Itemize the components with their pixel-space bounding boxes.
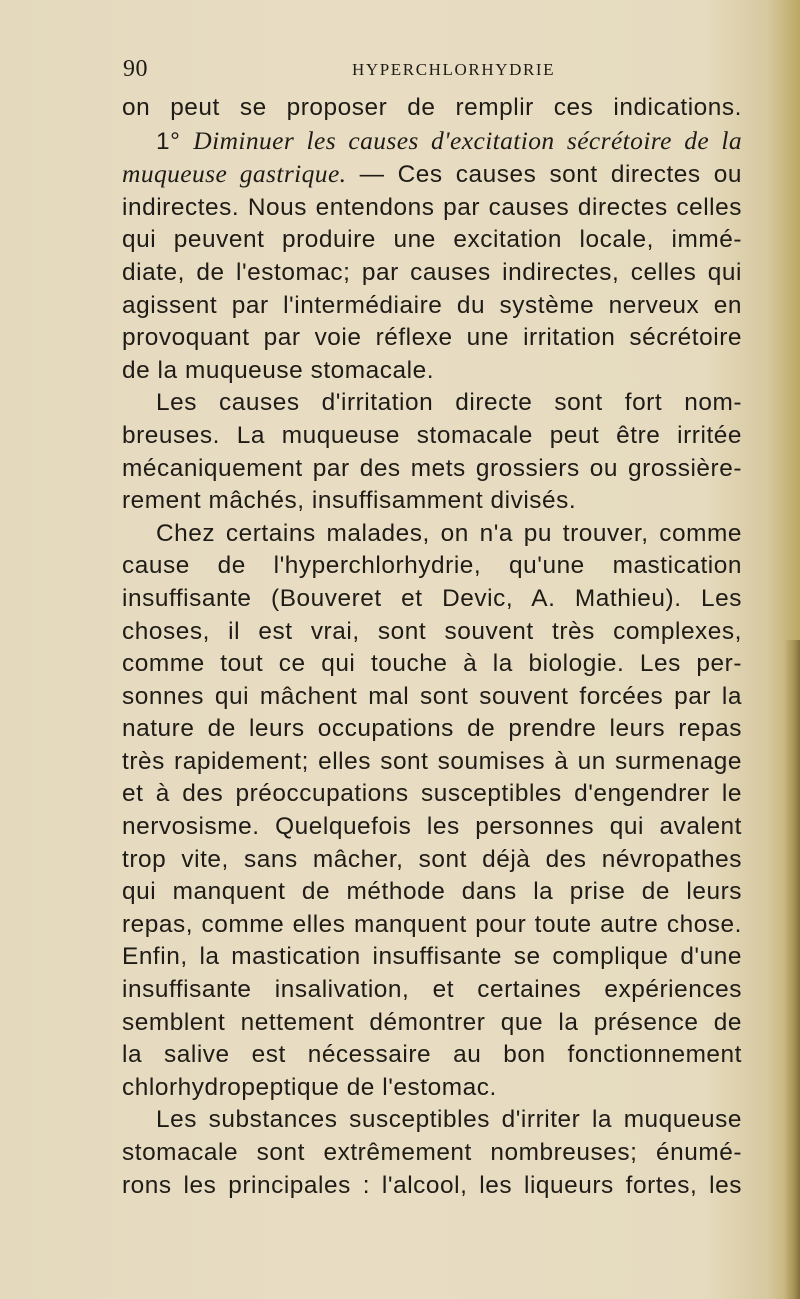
text-line: rement mâchés, insuffisamment divisés. — [122, 487, 577, 515]
page-edge-shadow — [784, 640, 800, 1299]
running-head: HYPERCHLORHYDRIE — [352, 60, 556, 79]
text-line: mécaniquement par des mets grossiers ou grossière- — [122, 454, 742, 482]
text-line: de la muqueuse stomacale. — [122, 356, 435, 384]
text-line: rons les principales : l'alcool, les liqueurs fortes, les — [122, 1171, 742, 1199]
text-line: chlorhydropeptique de l'estomac. — [122, 1073, 497, 1101]
page-number: 90 — [123, 56, 148, 82]
text-line: nature de leurs occupations de prendre leurs repas — [122, 715, 742, 743]
text-line: repas, comme elles manquent pour toute autre chose. — [122, 910, 742, 938]
text-line: trop vite, sans mâcher, sont déjà des névropathes — [122, 845, 742, 873]
text-line: 1° Diminuer les causes d'excitation sécrétoire de la — [156, 125, 742, 155]
text-line: Enfin, la mastication insuffisante se complique d'une — [122, 943, 742, 971]
text-line: indirectes. Nous entendons par causes directes celles — [122, 193, 742, 221]
text-line: semblent nettement démontrer que la présence de — [122, 1008, 742, 1036]
text-line: très rapidement; elles sont soumises à un surmenage — [122, 747, 742, 775]
text-line: diate, de l'estomac; par causes indirectes, celles qui — [122, 258, 742, 286]
text-line: Chez certains malades, on n'a pu trouver, comme — [156, 519, 742, 547]
text-line: insuffisante insalivation, et certaines expériences — [122, 976, 742, 1004]
text-line: sonnes qui mâchent mal sont souvent forcées par la — [122, 682, 742, 710]
text-line: la salive est nécessaire au bon fonctionnement — [122, 1041, 742, 1069]
text-line: comme tout ce qui touche à la biologie. Les per- — [122, 650, 742, 678]
text-line: on peut se proposer de remplir ces indications. — [122, 94, 742, 121]
text-line: qui manquent de méthode dans la prise de leurs — [122, 878, 742, 906]
text-line: nervosisme. Quelquefois les personnes qui avalent — [122, 813, 742, 841]
text-line: stomacale sont extrêmement nombreuses; énumé- — [122, 1139, 742, 1166]
text-line: et à des préoccupations susceptibles d'engendrer le — [122, 780, 742, 808]
body-text — [122, 92, 742, 1202]
text-line: qui peuvent produire une excitation locale, immé- — [122, 226, 742, 254]
text-line: Les substances susceptibles d'irriter la muqueuse — [156, 1106, 742, 1134]
page-header — [0, 56, 800, 86]
italic-heading: muqueuse gastrique. — [122, 159, 347, 189]
text-line: provoquant par voie réflexe une irritation sécrétoire — [122, 324, 742, 352]
text-line: insuffisante (Bouveret et Devic, A. Mathieu). Les — [122, 584, 742, 612]
text-line: Les causes d'irritation directe sont fort nom- — [156, 389, 742, 417]
text-line: muqueuse gastrique. — Ces causes sont directes ou — [122, 159, 742, 189]
text-line: choses, il est vrai, sont souvent très complexes, — [122, 617, 742, 645]
italic-heading: Diminuer les causes d'excitation sécrétoire de la — [193, 125, 742, 155]
text-line: agissent par l'intermédiaire du système nerveux en — [122, 291, 742, 319]
text-line: breuses. La muqueuse stomacale peut être irritée — [122, 421, 742, 449]
text-line: cause de l'hyperchlorhydrie, qu'une mastication — [122, 552, 742, 580]
